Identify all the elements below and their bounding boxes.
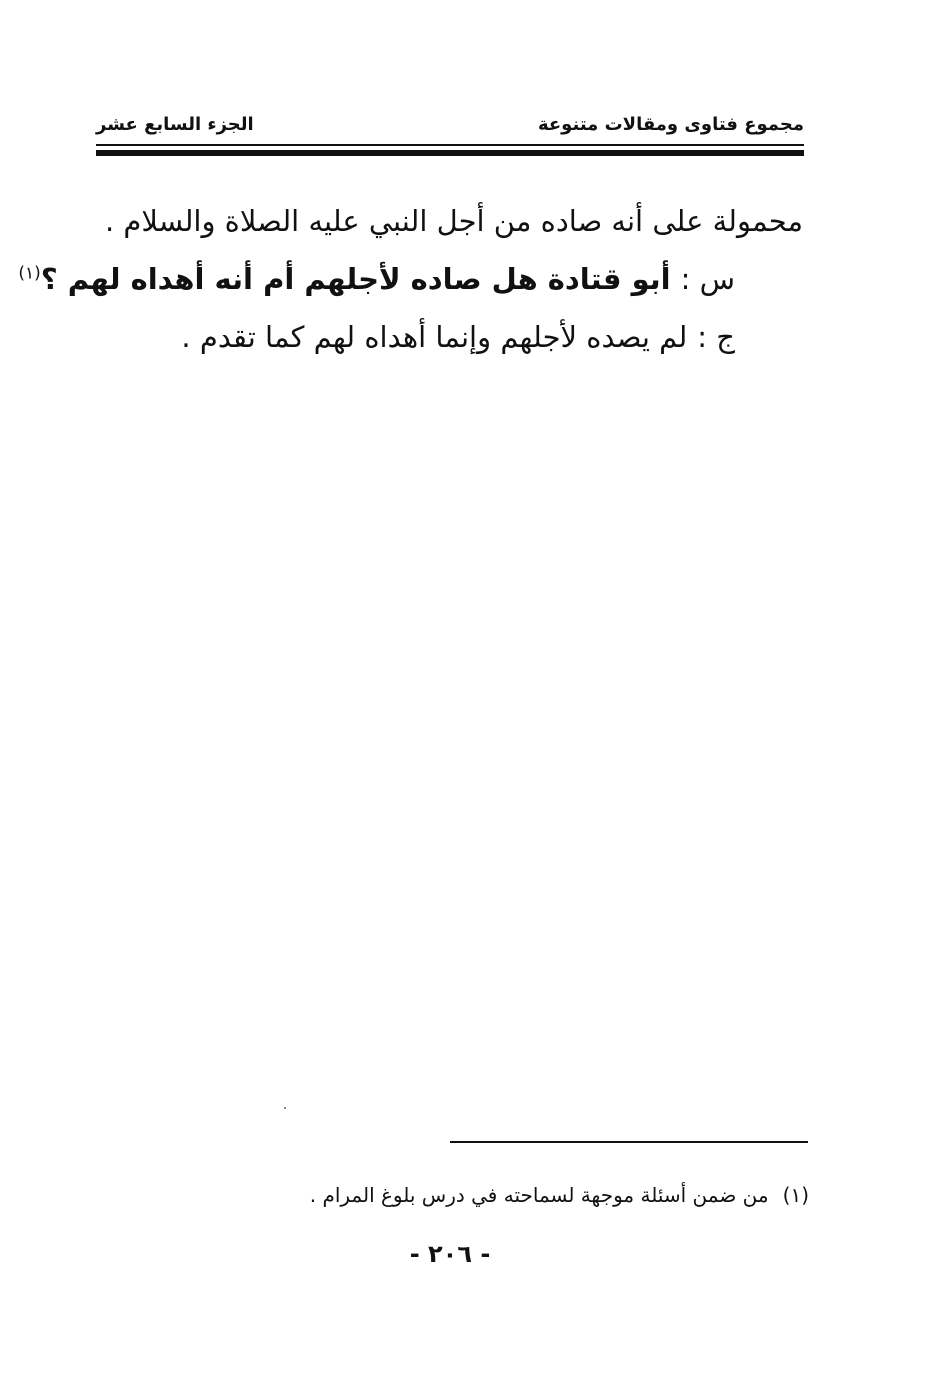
footnote-text: من ضمن أسئلة موجهة لسماحته في درس بلوغ المرام . — [309, 1183, 769, 1207]
text-line-continuation: محمولة على أنه صاده من أجل النبي عليه الصلاة والسلام . — [105, 204, 803, 238]
answer-marker: ج : — [697, 320, 735, 354]
answer-text: لم يصده لأجلهم وإنما أهداه لهم كما تقدم . — [181, 320, 688, 354]
footnote-reference: (١) — [18, 263, 41, 284]
book-title: مجموع فتاوى ومقالات متنوعة — [537, 114, 804, 135]
header-rule-thin — [96, 144, 804, 146]
question-line — [18, 250, 803, 308]
footnote-number: (١) — [782, 1183, 809, 1207]
question-marker: س : — [680, 262, 735, 296]
volume-label: الجزء السابع عشر — [96, 114, 254, 135]
footnote — [310, 1183, 809, 1207]
question-text: أبو قتادة هل صاده لأجلهم أم أنه أهداه لهم ؟ — [40, 262, 671, 296]
page-number: - ٢٠٦ - — [409, 1240, 491, 1268]
running-header — [96, 112, 804, 142]
footnote-separator — [450, 1141, 808, 1143]
header-rule-thick — [96, 150, 804, 156]
answer-line — [123, 308, 803, 366]
main-text — [18, 192, 803, 366]
scan-speck — [284, 1107, 286, 1109]
